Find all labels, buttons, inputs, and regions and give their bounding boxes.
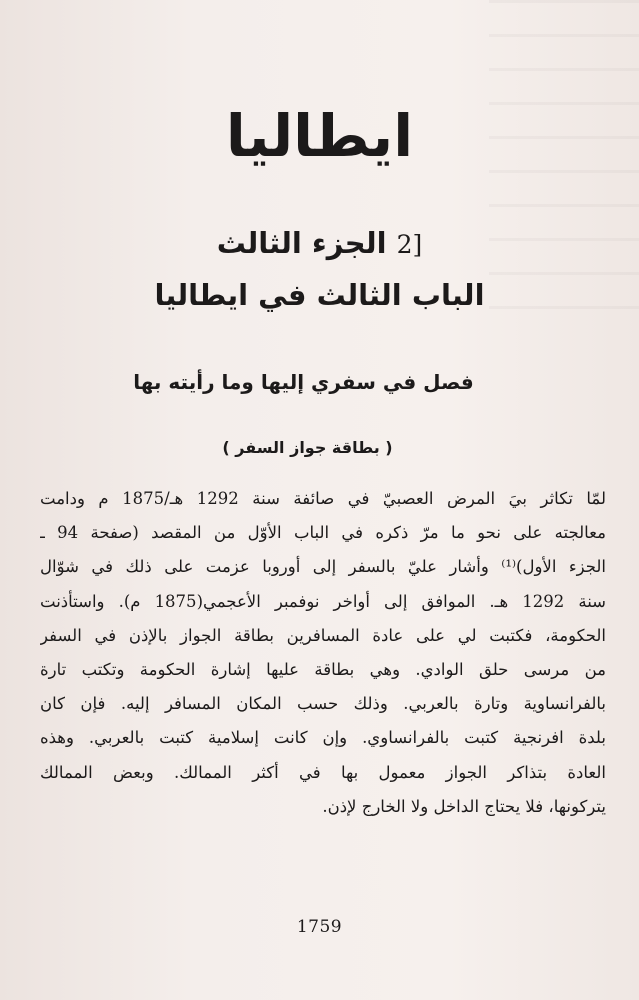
part-title: الجزء الثالث [216, 226, 387, 260]
page-title: ايطاليا [225, 102, 414, 170]
body-line: الحكومة، فكتبت لي على عادة المسافرين بطاقة الجواز بالإذن في السفر [40, 625, 606, 645]
body-text [40, 482, 606, 824]
body-line: بالفرانساوية وتارة بالعربي. وذلك حسب المكان المسافر إليه. فإن كان [40, 694, 606, 714]
body-line: لمّا تكاثر بيَ المرض العصبيّ في صائفة سنة 1292 هـ/1875 م ودامت [40, 489, 606, 508]
body-line: بلدة افرنجية كتبت بالفرانساوي. وإن كانت إسلامية كتبت بالعربي. وهذه [40, 728, 606, 748]
body-line: من مرسى حلق الوادي. وهي بطاقة عليها إشارة الحكومة وتكتب تارة [40, 659, 606, 679]
body-line: العادة بتذاكر الجواز معمول بها في أكثر الممالك. وبعض الممالك [40, 762, 606, 782]
subheading: ( بطاقة جواز السفر ) [222, 438, 393, 457]
page-number: 1759 [296, 917, 343, 937]
chapter-heading: الباب الثالث في ايطاليا [154, 278, 485, 312]
part-marker: [2 [396, 230, 423, 259]
body-line: معالجته على نحو ما مرّ ذكره في الباب الأوّل من المقصد (صفحة 94 ـ [40, 523, 606, 543]
part-heading [0, 218, 639, 270]
body-line: سنة 1292 هـ. الموافق إلى أواخر نوفمبر الأعجمي(1875 م). واستأذنت [40, 591, 606, 611]
body-line: الجزء الأول)⁽¹⁾ وأشار عليّ بالسفر إلى أوروبا عزمت على ذلك في شوّال [40, 557, 606, 577]
body-line: يتركونها، فلا يحتاج الداخل ولا الخارج لإذن. [322, 796, 606, 816]
section-heading: فصل في سفري إليها وما رأيته بها [133, 370, 474, 394]
